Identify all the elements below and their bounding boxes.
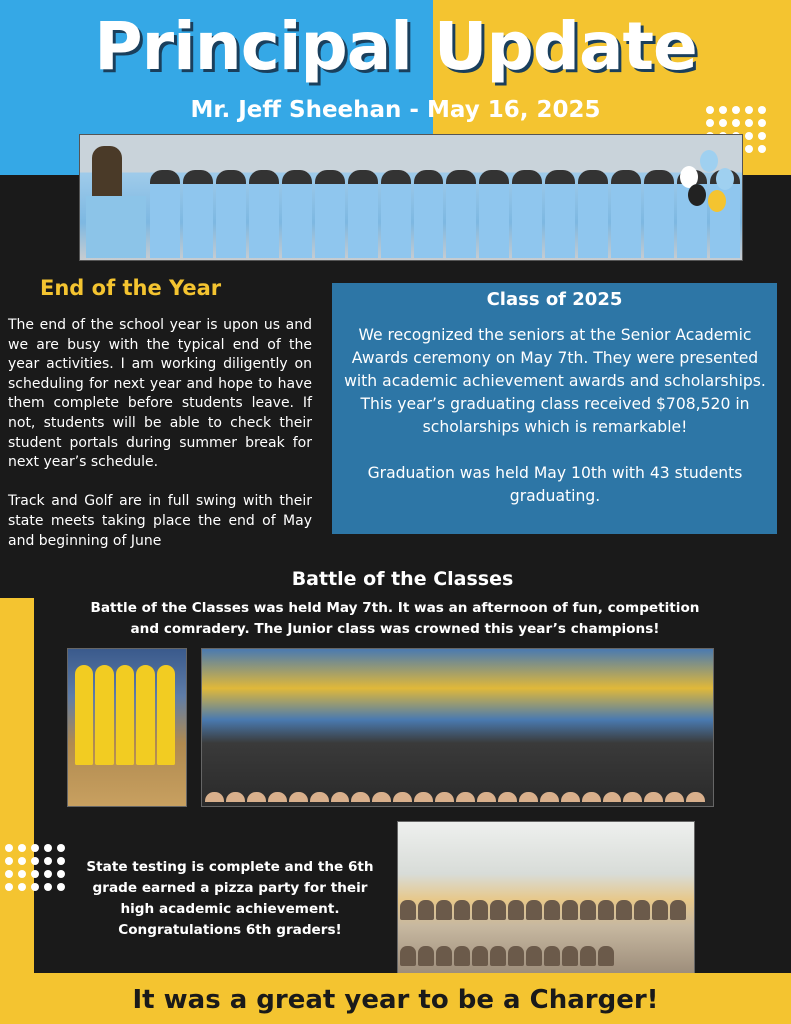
podium [86, 196, 146, 258]
junior-class-group [205, 690, 705, 802]
page-title: Principal Update [94, 8, 697, 85]
battle-heading: Battle of the Classes [291, 568, 514, 590]
end-of-year-heading: End of the Year [40, 276, 222, 300]
decorative-dots-left [5, 844, 65, 891]
page-subtitle: Mr. Jeff Sheehan - May 16, 2025 [190, 97, 601, 123]
footer-text: It was a great year to be a Charger! [132, 985, 659, 1015]
balloons-decoration [680, 150, 740, 220]
class-of-2025-heading: Class of 2025 [486, 289, 623, 310]
left-yellow-accent [0, 598, 34, 973]
graduates-row [150, 170, 740, 258]
end-of-year-body: The end of the school year is upon us and we are busy with the typical end of the year activities. I am working diligently on scheduling for next year and hope to have them complete before students leave. If not, students will be able to check their student portals during summer break for next year’s schedule. Track and Golf are in full swing with their state meets taking place the end of May and beginning of June [8, 317, 312, 549]
class-of-2025-body: We recognized the seniors at the Senior Academic Awards ceremony on May 7th. They were presented with academic achievement awards and scholarships. This year’s graduating class received $708,520 in scholarships which is remarkable! Graduation was held May 10th with 43 students graduating. [344, 326, 766, 505]
battle-body: Battle of the Classes was held May 7th. It was an afternoon of fun, competition and comradery. The Junior class was crowned this year’s champions! [90, 600, 700, 637]
speaker-figure [92, 146, 122, 198]
battle-photo-students [75, 665, 175, 765]
state-testing-text: State testing is complete and the 6th grade earned a pizza party for their high academic achievement. Congratulations 6th graders! [86, 859, 374, 938]
